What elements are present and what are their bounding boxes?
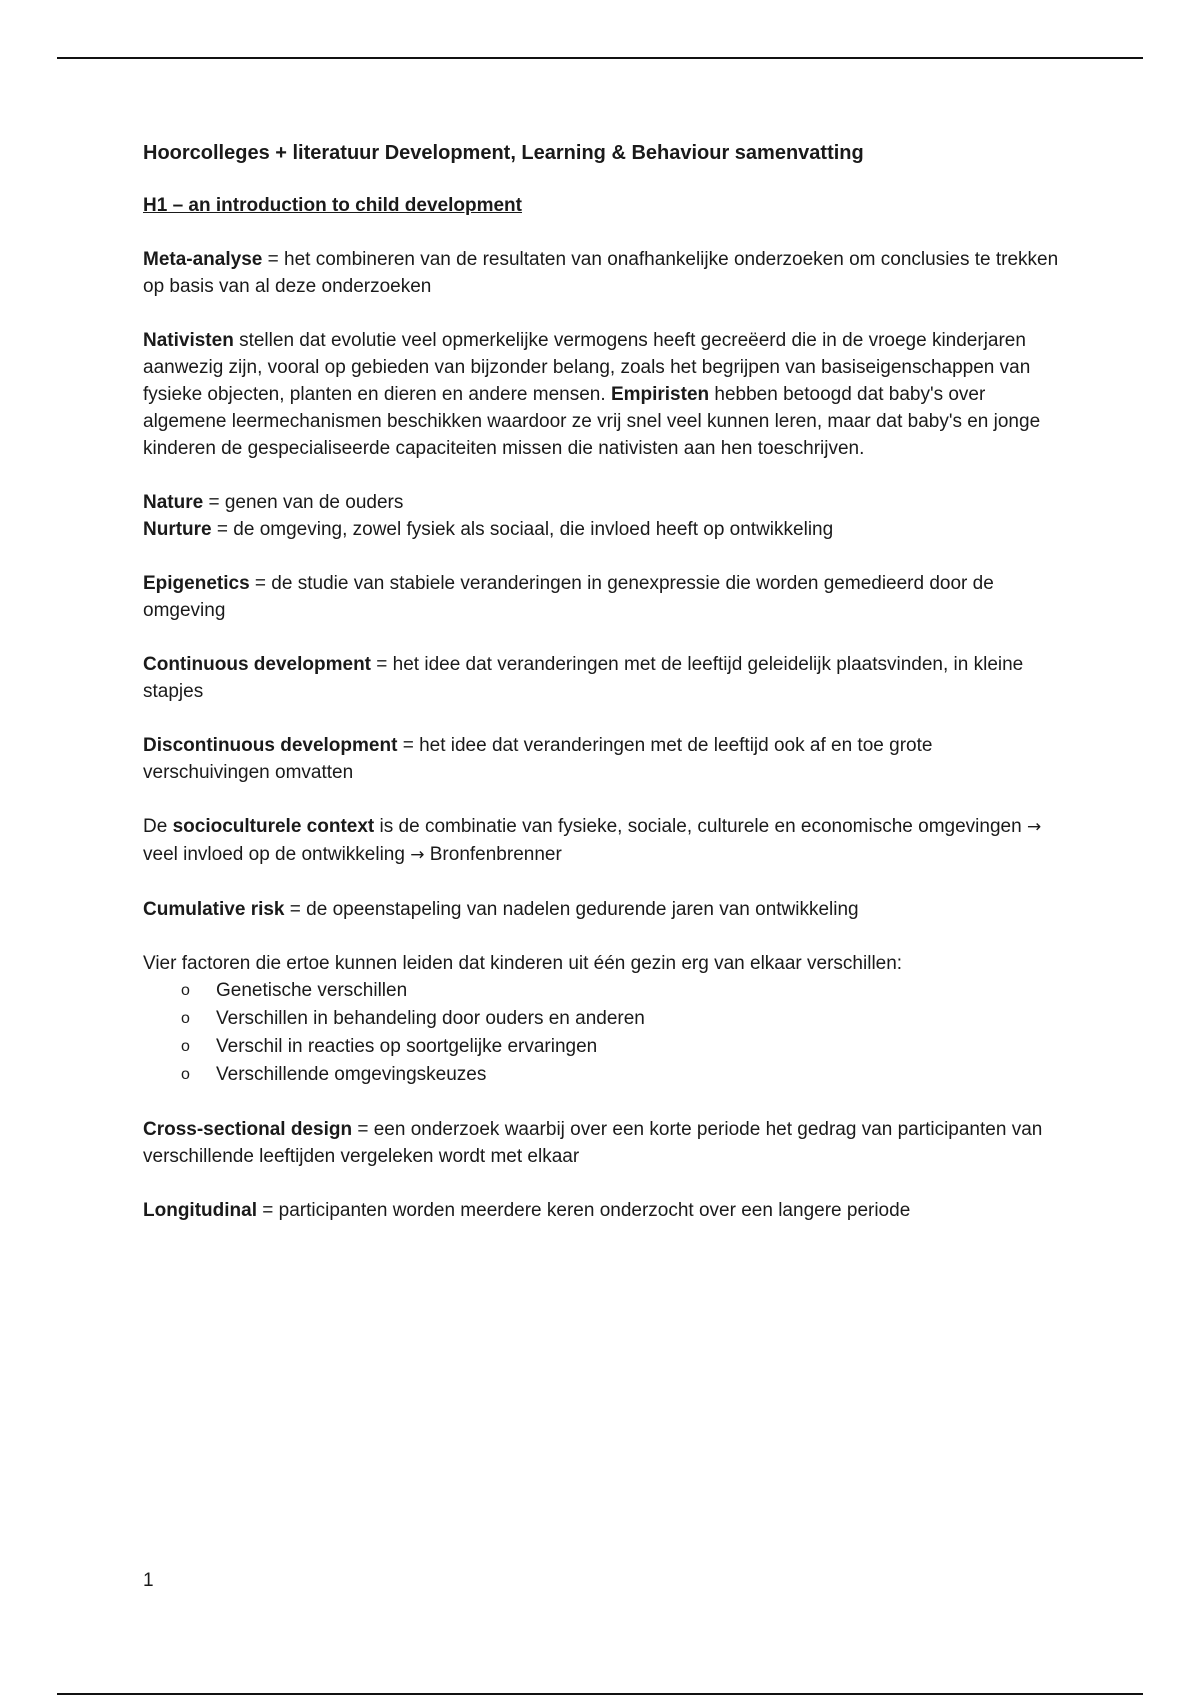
list-item-text: Verschil in reacties op soortgelijke ervaringen xyxy=(216,1036,598,1057)
list-item-text: Verschillende omgevingskeuzes xyxy=(216,1064,487,1085)
definition-text: = de omgeving, zowel fysiek als sociaal, die invloed heeft op ontwikkeling xyxy=(211,519,834,540)
term-epigenetics: Epigenetics xyxy=(143,573,250,594)
factors-list xyxy=(143,977,1063,1089)
list-item xyxy=(143,1061,1063,1089)
term-cumulative-risk: Cumulative risk xyxy=(143,899,285,920)
term-sociocultural-context: socioculturele context xyxy=(172,816,375,837)
paragraph-text: hebben betoogd dat baby's over algemene leermechanismen beschikken waardoor ze vrij snel veel kunnen leren, maar dat baby's en jonge kinderen de gespecialiseerde capaciteiten missen die nativisten aan hen toeschrijven. xyxy=(143,384,1041,459)
term-empiristen: Empiristen xyxy=(610,384,710,405)
definition-text: = genen van de ouders xyxy=(203,492,404,513)
factors-intro: Vier factoren die ertoe kunnen leiden dat kinderen uit één gezin erg van elkaar verschillen: xyxy=(143,953,903,974)
definition-text: = participanten worden meerdere keren onderzocht over een langere periode xyxy=(256,1200,911,1221)
definition-discontinuous-development xyxy=(143,732,1063,786)
term-nurture: Nurture xyxy=(143,519,212,540)
definition-longitudinal xyxy=(143,1197,1063,1224)
term-cross-sectional-design: Cross-sectional design xyxy=(143,1119,353,1140)
definition-cross-sectional-design xyxy=(143,1116,1063,1170)
term-continuous-development: Continuous development xyxy=(143,654,371,675)
bullet-circle-icon: o xyxy=(181,1038,190,1055)
list-item-text: Genetische verschillen xyxy=(216,980,408,1001)
term-discontinuous-development: Discontinuous development xyxy=(143,735,398,756)
definition-text: = het idee dat veranderingen met de leeftijd ook af en toe grote verschuivingen omvatten xyxy=(143,735,933,783)
footer-rule xyxy=(57,1693,1143,1695)
definition-sociocultural-context xyxy=(143,813,1063,869)
page-number: 1 xyxy=(143,1570,154,1591)
definition-text: is de combinatie van fysieke, sociale, culturele en economische omgevingen xyxy=(374,816,1027,837)
definitions-nature-nurture xyxy=(143,489,1063,543)
definition-prefix: De xyxy=(143,816,173,837)
definition-continuous-development xyxy=(143,651,1063,705)
bullet-circle-icon: o xyxy=(181,1066,190,1083)
arrow-right-icon: → xyxy=(410,845,425,865)
list-item xyxy=(143,1005,1063,1033)
bullet-circle-icon: o xyxy=(181,982,190,999)
list-item xyxy=(143,977,1063,1005)
list-item xyxy=(143,1033,1063,1061)
term-meta-analyse: Meta-analyse xyxy=(143,249,263,270)
definition-nurture xyxy=(143,516,1063,543)
header-rule xyxy=(57,57,1143,59)
term-longitudinal: Longitudinal xyxy=(143,1200,257,1221)
definition-meta-analyse xyxy=(143,246,1063,300)
bullet-circle-icon: o xyxy=(181,1010,190,1027)
definition-text: = de opeenstapeling van nadelen gedurende jaren van ontwikkeling xyxy=(284,899,859,920)
term-nativisten: Nativisten xyxy=(143,330,234,351)
definition-text: = een onderzoek waarbij over een korte periode het gedrag van participanten van verschillende leeftijden vergeleken wordt met elkaar xyxy=(143,1119,1043,1167)
definition-text: = de studie van stabiele veranderingen in genexpressie die worden gemedieerd door de omgeving xyxy=(143,573,994,621)
definition-nature xyxy=(143,489,1063,516)
document-title: Hoorcolleges + literatuur Development, Learning & Behaviour samenvatting xyxy=(143,142,864,164)
definition-text: = het combineren van de resultaten van onafhankelijke onderzoeken om conclusies te trekken op basis van al deze onderzoeken xyxy=(143,249,1059,297)
paragraph-nativisten-empiristen xyxy=(143,327,1063,462)
list-item-text: Verschillen in behandeling door ouders en anderen xyxy=(216,1008,645,1029)
definition-cumulative-risk xyxy=(143,896,1063,923)
definition-text: = het idee dat veranderingen met de leeftijd geleidelijk plaatsvinden, in kleine stapjes xyxy=(143,654,1024,702)
chapter-heading: H1 – an introduction to child development xyxy=(143,195,522,216)
paragraph-text: stellen dat evolutie veel opmerkelijke vermogens heeft gecreëerd die in de vroege kinderjaren aanwezig zijn, vooral op gebieden van bijzonder belang, zoals het begrijpen van basiseigenschappen van fysieke objecten, planten en dieren en andere mensen. xyxy=(143,330,1031,405)
term-nature: Nature xyxy=(143,492,204,513)
definition-epigenetics xyxy=(143,570,1063,624)
page-content xyxy=(143,140,1063,1251)
definition-text: veel invloed op de ontwikkeling xyxy=(143,844,411,865)
definition-text: Bronfenbrenner xyxy=(424,844,562,865)
arrow-right-icon: → xyxy=(1026,817,1042,837)
